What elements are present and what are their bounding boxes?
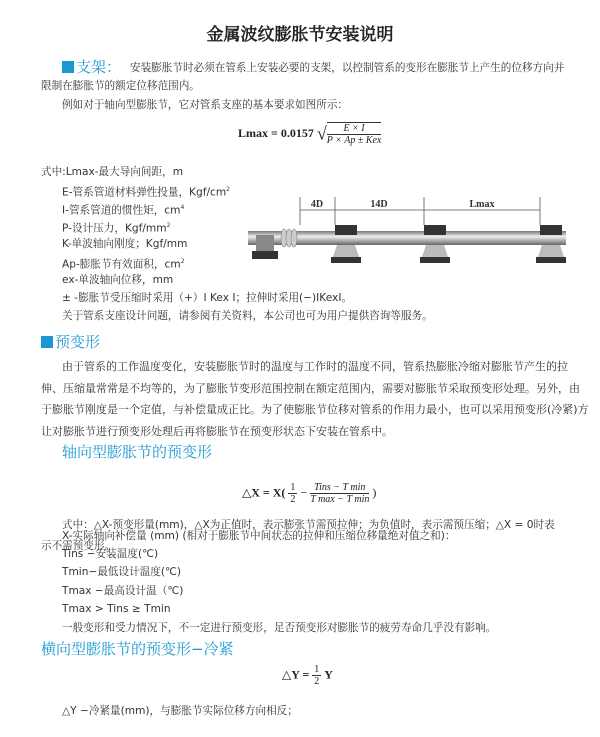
definition: K-单波轴向刚度；Kgf/mm [62, 238, 188, 250]
formula-numerator: Tins − T min [310, 482, 369, 494]
definition: ± -膨胀节受压缩时采用（+）I Kex I；拉伸时采用(−)IKexI。 [62, 292, 353, 304]
formula-numerator: E × I [327, 123, 382, 135]
half-den: 2 [290, 494, 296, 505]
dim-label-14d: 14D [370, 199, 388, 210]
text-line: 示不需预变形。 [41, 540, 116, 552]
section-heading-predeform [41, 331, 100, 352]
sup: 4 [180, 204, 185, 211]
text-line: Tins −安装温度(℃) [62, 548, 159, 560]
close-paren: ) [372, 485, 377, 500]
dim-label-4d: 4D [310, 199, 324, 210]
def-text: P-设计压力，Kgf/mm [62, 222, 167, 235]
text-line: 例如对于轴向型膨胀节，它对管系支座的基本要求如图所示： [62, 99, 349, 111]
paragraph [41, 356, 589, 442]
def-text: Ap-膨胀节有效面积，cm [62, 258, 181, 271]
formula-lhs: Lmax = 0.0157 [238, 125, 314, 140]
formula-rhs: Y [324, 667, 333, 682]
formula-delta-x [242, 482, 376, 505]
subheading-lateral: 横向型膨胀节的预变形−冷紧 [41, 640, 234, 658]
text-line: △Y −冷紧量(mm)，与膨胀节实际位移方向相反； [62, 705, 298, 717]
dim-label-lmax: Lmax [469, 199, 495, 210]
formula-denominator: T max − T min [310, 494, 370, 505]
text-line: Tmax > Tins ≥ Tmin [62, 603, 171, 615]
sup: 2 [226, 186, 230, 193]
text-line: 安装膨胀节时必须在管系上安装必要的支架，以控制管系的变形在膨胀节上产生的位移方向并 [130, 62, 565, 74]
formula-lhs: △Y = [282, 667, 310, 682]
text-line: 伸、压缩量常常是不均等的，为了膨胀节变形范围控制在额定范围内，需要对膨胀节采取预变形处理。另外，由 [41, 381, 580, 395]
bellows [281, 229, 297, 247]
text-line: X-实际轴向补偿量 (mm) (相对于膨胀节中间状态的拉伸和压缩位移量绝对值之和)： [62, 530, 456, 542]
text-line: Tmin−最低设计温度(℃) [62, 566, 182, 578]
text-line: Tmax −最高设计温（℃) [62, 585, 184, 597]
text-line: 由于管系的工作温度变化，安装膨胀节时的温度与工作时的温度不同，管系热膨胀冷缩对膨胀节产生的拉 [62, 360, 568, 373]
section-heading-support [62, 56, 121, 77]
square-bullet-icon [41, 336, 53, 348]
text-line: 限制在膨胀节的额定位移范围内。 [41, 80, 200, 92]
text-line: 一般变形和受力情况下，不一定进行预变形，足否预变形对膨胀节的疲劳寿命几乎没有影响。 [62, 622, 497, 634]
support-spacing-diagram [248, 195, 568, 280]
dimension-lines [300, 197, 540, 225]
half-den: 2 [314, 676, 320, 687]
definition: 关于管系支座设计问题，请参阅有关资料，本公司也可为用户提供咨询等服务。 [62, 310, 433, 322]
formula-delta-y [282, 664, 333, 687]
text-line: 于膨胀节刚度是一个定值，与补偿量成正比。为了使膨胀节位移对管系的作用力最小，也可以采用预变形(冷紧)方 [41, 403, 589, 416]
anchor-base [252, 251, 278, 259]
square-bullet-icon [62, 61, 74, 73]
minus: − [300, 485, 308, 500]
page-title: 金属波纹膨胀节安装说明 [206, 25, 394, 45]
text-line: 让对膨胀节进行预变形处理后再将膨胀节在预变形状态下安装在管系中。 [41, 424, 393, 438]
subheading-axial: 轴向型膨胀节的预变形 [62, 443, 213, 461]
half-num: 1 [314, 664, 320, 675]
sup: 2 [166, 222, 171, 229]
heading-text: 预变形 [55, 333, 101, 351]
def-text: E-管系管道材料弹性投量，Kgf/cm [62, 186, 227, 199]
formula-denominator: P × Ap ± Kex [326, 135, 382, 146]
definition: ex-单波轴向位移，mm [62, 274, 174, 286]
formula-lmax: Lmax = 0.0157 √ $\frac{E \times I}{\text{P × Ap ± Kex}}$ [238, 123, 382, 146]
def-text: I-管系管道的惯性矩，cm [62, 204, 181, 217]
heading-text: 支架： [76, 58, 122, 76]
half-num: 1 [290, 482, 296, 493]
definition: 式中:Lmax-最大导向间距，m [41, 166, 184, 178]
formula-lhs: △X = X( [242, 485, 286, 500]
sup: 2 [180, 258, 185, 265]
text-line: 式中：△X-预变形量(mm)，△X为正值时，表示膨张节需预拉伸；为负值时，表示需预压缩；△X = 0时表 [62, 519, 555, 531]
anchor-support [256, 235, 274, 251]
